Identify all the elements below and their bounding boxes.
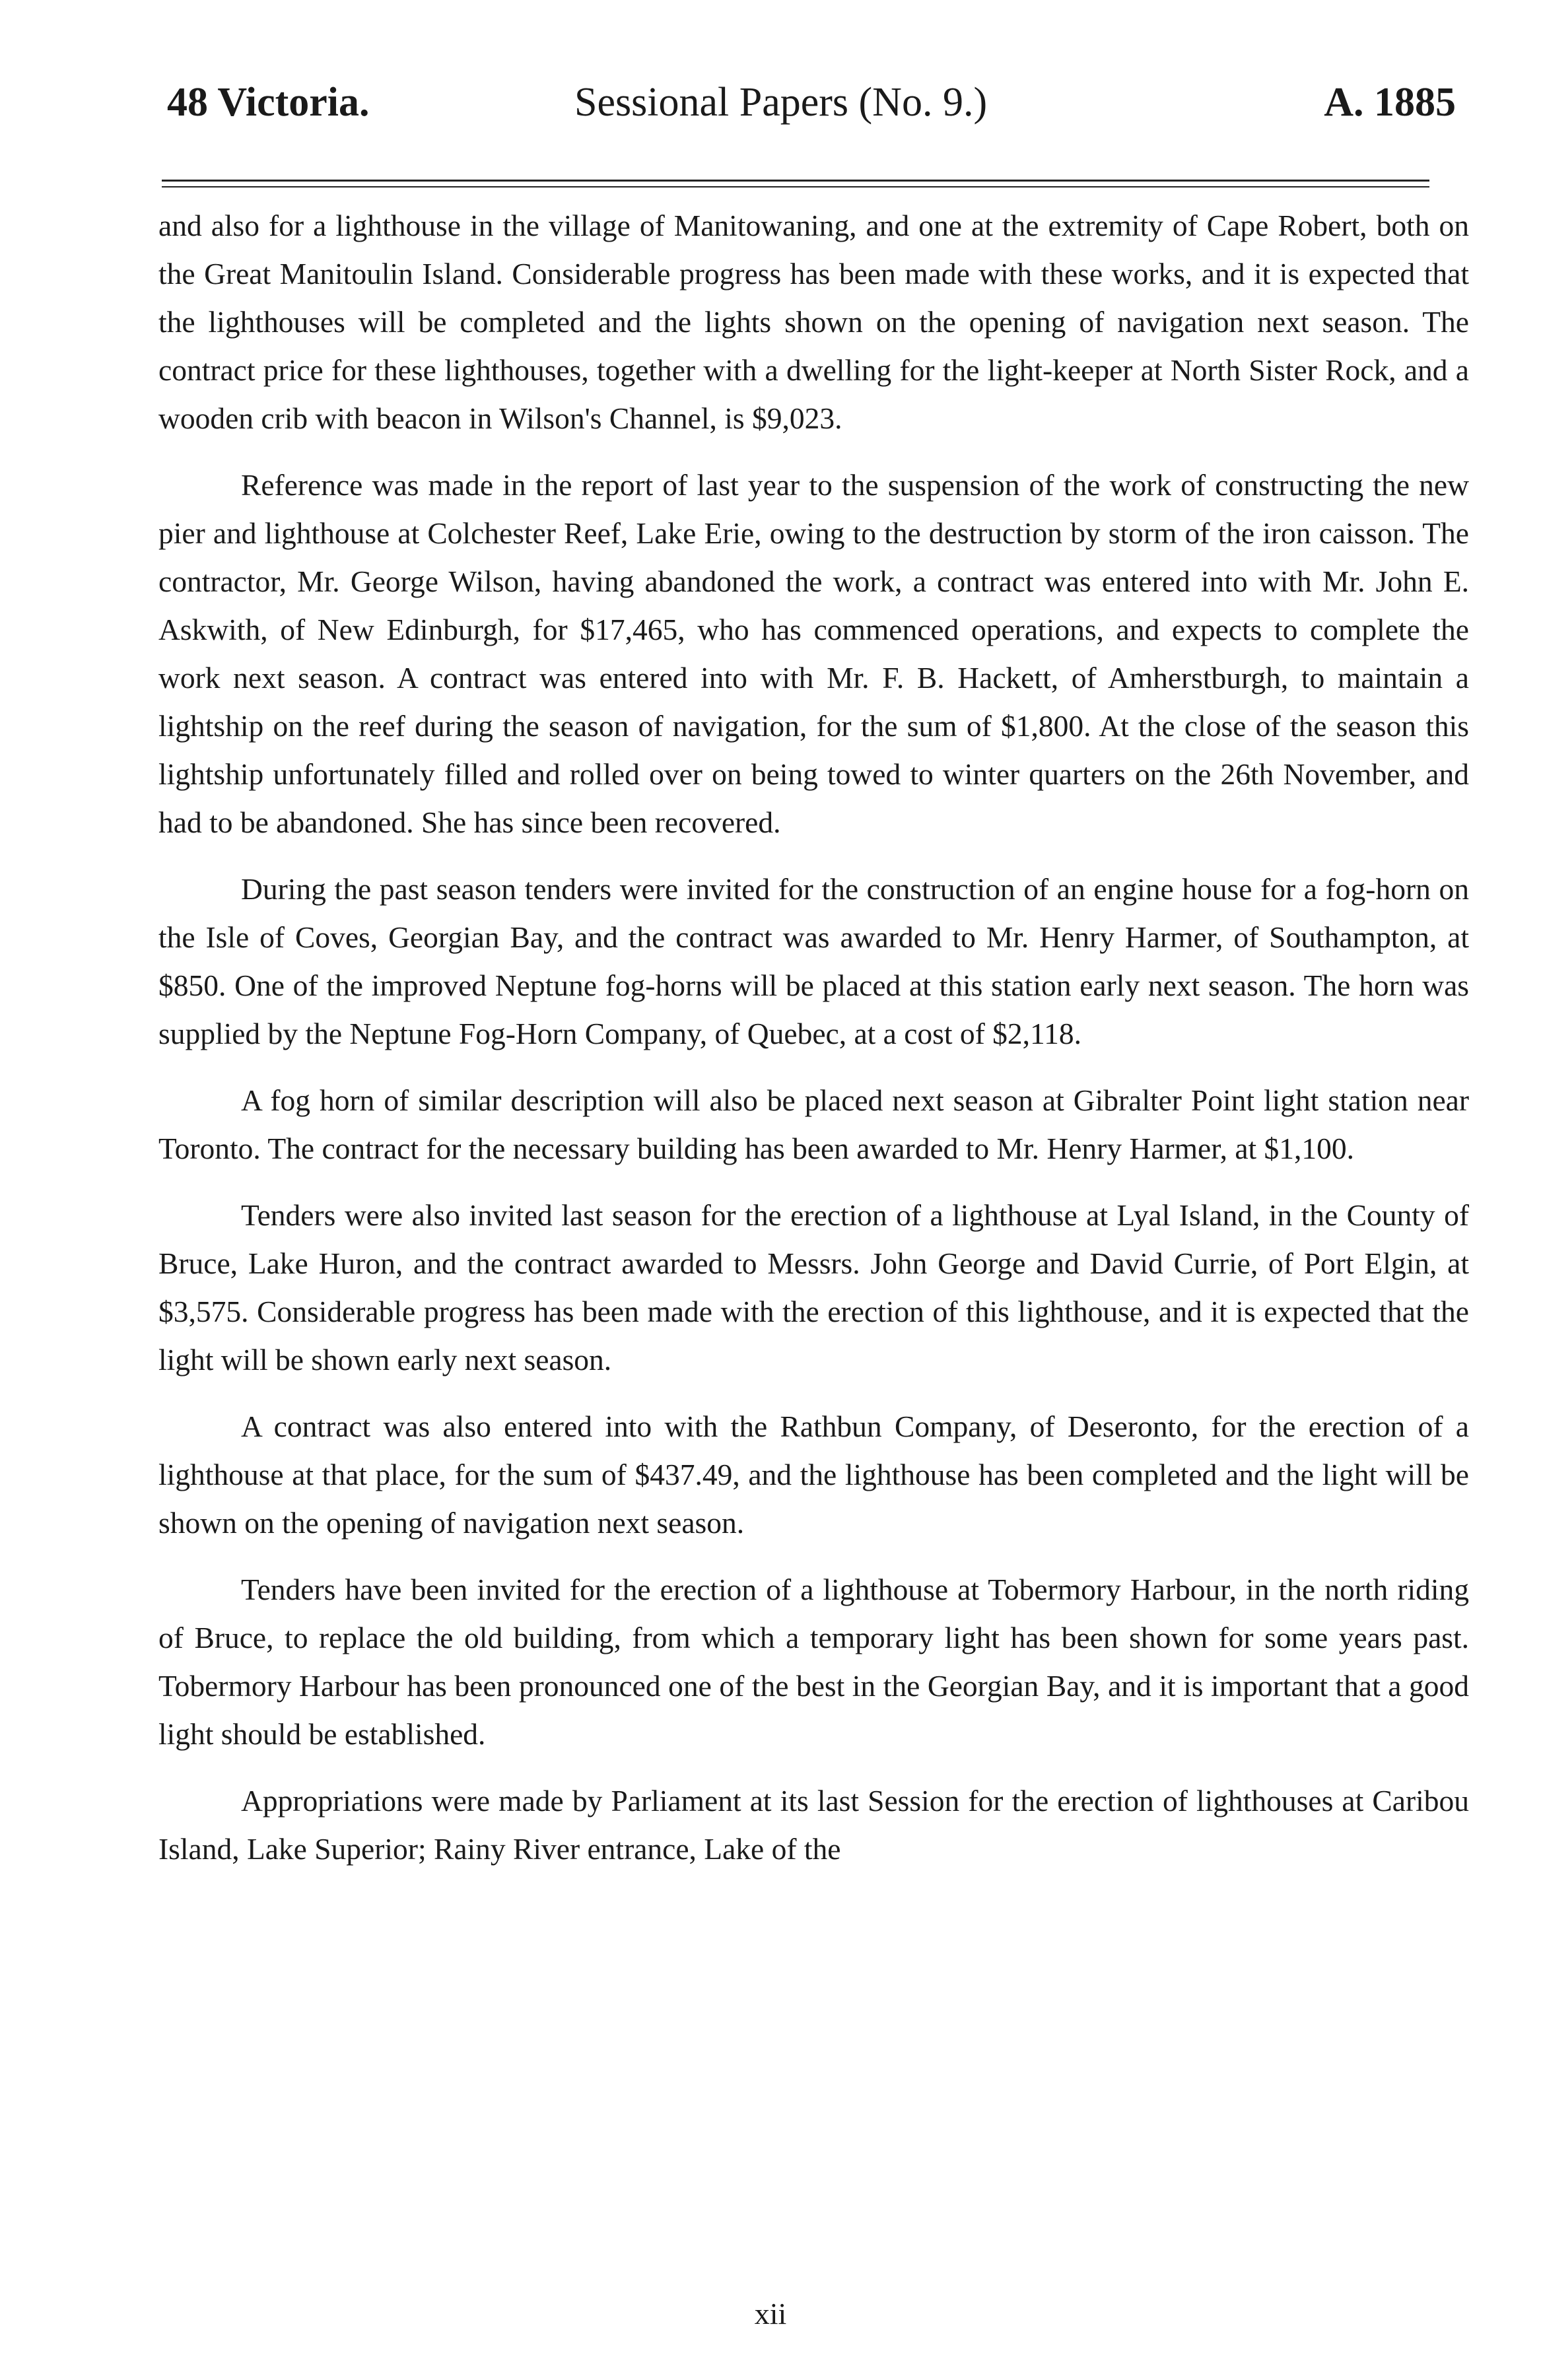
paragraph-1: and also for a lighthouse in the village of Manitowaning, and one at the extremity of Cape Robert, both on the Great Manitoulin Island. Considerable progress has been made with these works, and it is expected that the lighthouses will be completed and the lights shown on the opening of navigation next season. The contract price for these lighthouses, together with a dwelling for the light-keeper at North Sister Rock, and a wooden crib with beacon in Wilson's Channel, is $9,023. (158, 209, 1469, 435)
header-rule-bottom (162, 186, 1429, 187)
paragraph-6: A contract was also entered into with the Rathbun Company, of Deseronto, for the erection of a lighthouse at that place, for the sum of $437.49, and the lighthouse has been completed and the light will be shown on the opening of navigation next season. (158, 1410, 1469, 1540)
header-year: A. 1885 (1324, 80, 1456, 125)
running-header (135, 79, 1456, 152)
page-number: xii (754, 2297, 787, 2330)
paragraph-4: A fog horn of similar description will also be placed next season at Gibralter Point light station near Toronto. The contract for the necessary building has been awarded to Mr. Henry Harmer, at $1,100. (158, 1083, 1469, 1165)
header-volume: 48 Victoria. (167, 80, 370, 125)
header-rule-top (162, 180, 1429, 182)
paragraph-8: Appropriations were made by Parliament at its last Session for the erection of lighthouses at Caribou Island, Lake Superior; Rainy River entrance, Lake of the (158, 1784, 1469, 1866)
header-title: Sessional Papers (No. 9.) (574, 80, 988, 125)
paragraph-2: Reference was made in the report of last year to the suspension of the work of constructing the new pier and lighthouse at Colchester Reef, Lake Erie, owing to the destruction by storm of the iron caisson. The contractor, Mr. George Wilson, having abandoned the work, a contract was entered into with Mr. John E. Askwith, of New Edinburgh, for $17,465, who has commenced operations, and expects to complete the work next season. A contract was entered into with Mr. F. B. Hackett, of Amherstburgh, to maintain a lightship on the reef during the season of navigation, for the sum of $1,800. At the close of the season this lightship unfortunately filled and rolled over on being towed to winter quarters on the 26th November, and had to be abandoned. She has since been recovered. (158, 468, 1469, 839)
paragraph-7: Tenders have been invited for the erection of a lighthouse at Tobermory Harbour, in the north riding of Bruce, to replace the old building, from which a temporary light has been shown for some years past. Tobermory Harbour has been pronounced one of the best in the Georgian Bay, and it is important that a good light should be established. (158, 1573, 1469, 1751)
body-text (158, 201, 1469, 1891)
paragraph-5: Tenders were also invited last season for the erection of a lighthouse at Lyal Island, in the County of Bruce, Lake Huron, and the contract awarded to Messrs. John George and David Currie, of Port Elgin, at $3,575. Considerable progress has been made with the erection of this lighthouse, and it is expected that the light will be shown early next season. (158, 1198, 1469, 1377)
paragraph-3: During the past season tenders were invited for the construction of an engine house for a fog-horn on the Isle of Coves, Georgian Bay, and the contract was awarded to Mr. Henry Harmer, of Southampton, at $850. One of the improved Neptune fog-horns will be placed at this station early next season. The horn was supplied by the Neptune Fog-Horn Company, of Quebec, at a cost of $2,118. (158, 872, 1469, 1050)
